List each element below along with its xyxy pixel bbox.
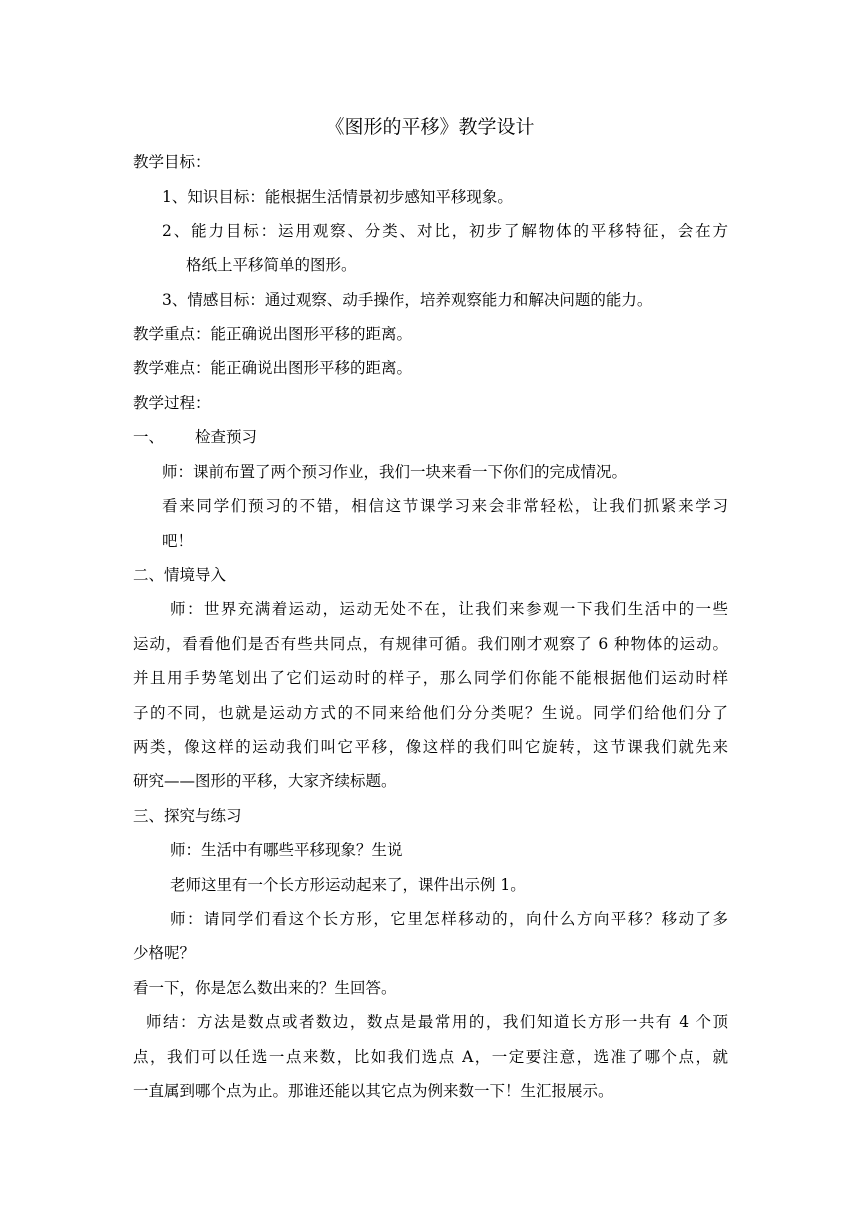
section2-line: 师：世界充满着运动，运动无处不在，让我们来参观一下我们生活中的一些 [170, 600, 728, 618]
section3-line: 师结：方法是数点或者数边，数点是最常用的，我们知道长方形一共有 4 个顶 [146, 1013, 728, 1031]
section3-line: 师：请同学们看这个长方形，它里怎样移动的，向什么方向平移？移动了多 [170, 910, 728, 928]
section1-title: 检查预习 [195, 428, 258, 446]
section3-heading: 三、探究与练习 [133, 807, 242, 825]
process-heading: 教学过程： [133, 394, 211, 412]
objectives-heading: 教学目标： [133, 153, 211, 171]
section2-heading: 二、情境导入 [133, 566, 227, 584]
objective-knowledge: 1、知识目标：能根据生活情景初步感知平移现象。 [162, 188, 513, 206]
section1-line: 师：课前布置了两个预习作业，我们一块来看一下你们的完成情况。 [162, 463, 628, 481]
section3-line: 师：生活中有哪些平移现象？生说 [170, 841, 403, 859]
key-point: 教学重点：能正确说出图形平移的距离。 [133, 325, 413, 343]
section3-line: 老师这里有一个长方形运动起来了，课件出示例 1。 [170, 876, 526, 894]
objective-ability: 2、能力目标：运用观察、分类、对比，初步了解物体的平移特征，会在方 [162, 222, 728, 240]
section2-line: 并且用手势笔划出了它们运动时的样子，那么同学们你能不能根据他们运动时样 [133, 669, 728, 687]
section3-line: 一直属到哪个点为止。那谁还能以其它点为例来数一下！生汇报展示。 [133, 1082, 614, 1100]
objective-emotion: 3、情感目标：通过观察、动手操作，培养观察能力和解决问题的能力。 [162, 291, 653, 309]
section2-line: 运动，看看他们是否有些共同点，有规律可循。我们刚才观察了 6 种物体的运动。 [133, 635, 728, 653]
section2-line: 两类，像这样的运动我们叫它平移，像这样的我们叫它旋转，这节课我们就先来 [133, 738, 728, 756]
section1-number: 一、 [133, 428, 165, 446]
section3-line: 点，我们可以任选一点来数，比如我们选点 A，一定要注意，选准了哪个点，就 [133, 1048, 728, 1066]
section2-line: 子的不同，也就是运动方式的不同来给他们分分类呢？生说。同学们给他们分了 [133, 704, 728, 722]
section1-heading [133, 425, 257, 449]
difficult-point: 教学难点：能正确说出图形平移的距离。 [133, 359, 413, 377]
objective-ability-cont: 格纸上平移简单的图形。 [186, 256, 357, 274]
section3-line: 少格呢？ [133, 944, 196, 962]
section3-line: 看一下，你是怎么数出来的？生回答。 [133, 979, 397, 997]
section1-line: 看来同学们预习的不错，相信这节课学习来会非常轻松，让我们抓紧来学习 [162, 497, 728, 515]
document-title: 《图形的平移》教学设计 [325, 116, 535, 138]
section1-line: 吧！ [162, 532, 194, 550]
section2-line: 研究——图形的平移，大家齐续标题。 [133, 772, 397, 790]
